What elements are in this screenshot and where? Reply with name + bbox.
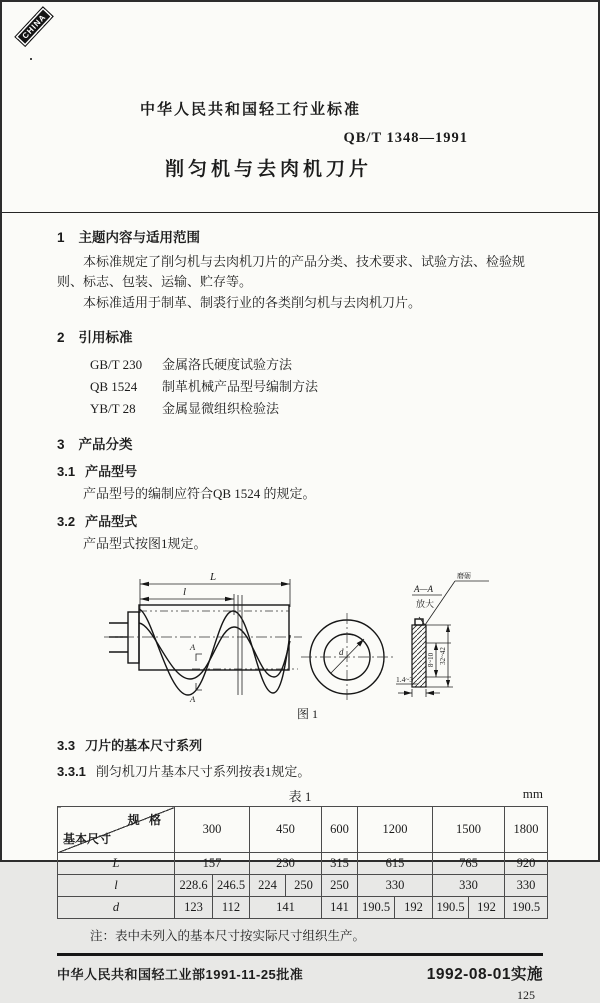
table-cell: 228.6 — [175, 875, 213, 897]
reference-code: GB/T 230 — [90, 357, 143, 372]
table-cell: 123 — [175, 897, 213, 919]
clause-3-3-number: 3.3 — [57, 738, 76, 753]
table-cell: 330 — [433, 875, 505, 897]
table-cell: 224 — [250, 875, 286, 897]
dim-label-thickness: 1.4~3 — [396, 675, 414, 684]
clause-3-3-title: 刀片的基本尺寸系列 — [85, 738, 203, 753]
table-cell: 330 — [358, 875, 433, 897]
table-cell: 192 — [395, 897, 433, 919]
table-cell: 330 — [505, 875, 548, 897]
section-1-paragraph-1: 本标准规定了削匀机与去肉机刀片的产品分类、技术要求、试验方法、检验规则、标志、包装、运输、贮存等。 — [57, 254, 526, 289]
clause-3-2-title: 产品型式 — [85, 514, 138, 529]
table-cell: 190.5 — [358, 897, 395, 919]
dim-label-edge-height: 8~10 — [427, 652, 435, 668]
figure-1-caption: 图 1 — [297, 707, 319, 721]
clause-3-1-title: 产品型号 — [85, 464, 138, 479]
section-2-heading — [57, 326, 543, 346]
table-cell: 157 — [175, 853, 250, 875]
table-cell: 250 — [322, 875, 358, 897]
dim-label-l: l — [183, 586, 187, 598]
table-1-dimensions — [57, 806, 548, 919]
blade-cross-section — [412, 625, 426, 687]
clause-3-3-heading — [57, 735, 543, 754]
clause-3-2-heading — [57, 511, 543, 530]
section-mark-A-bottom: A — [190, 694, 196, 704]
standard-class-line: 中华人民共和国轻工行业标准 — [140, 101, 362, 118]
shaft-end-cap — [128, 612, 139, 663]
dim-label-d: d — [339, 647, 344, 657]
clause-3-3-1 — [57, 761, 543, 780]
table-1-unit: mm — [522, 786, 543, 801]
spec-column-header: 1200 — [358, 807, 433, 853]
clause-3-1-body: 产品型号的编制应符合QB 1524 的规定。 — [83, 486, 316, 501]
section-1-title: 主题内容与适用范围 — [78, 230, 201, 245]
table-1-caption-row — [57, 786, 543, 804]
dim-label-L: L — [210, 571, 217, 583]
detail-view-label: A—A — [414, 584, 433, 594]
table-cell: 230 — [250, 853, 322, 875]
table-row-l — [58, 875, 548, 897]
edge-notch — [415, 619, 423, 625]
reference-item — [90, 376, 543, 398]
spec-column-header: 300 — [175, 807, 250, 853]
table-cell: 315 — [322, 853, 358, 875]
section-3-number: 3 — [57, 437, 65, 452]
table-cell: 615 — [358, 853, 433, 875]
table-cell: 141 — [250, 897, 322, 919]
spec-column-header: 450 — [250, 807, 322, 853]
table-cell: 190.5 — [505, 897, 548, 919]
clause-3-3-1-body: 削匀机刀片基本尺寸系列按表1规定。 — [95, 764, 311, 779]
table-cell: 920 — [505, 853, 548, 875]
clause-3-2-number: 3.2 — [57, 514, 76, 529]
table-corner-cell — [58, 807, 175, 853]
table-row-d — [58, 897, 548, 919]
table-cell: 112 — [213, 897, 250, 919]
section-2-number: 2 — [57, 330, 65, 345]
section-1-heading — [57, 226, 543, 246]
edge-annotation: 磨砺 — [457, 572, 471, 580]
row-label-d: d — [58, 897, 175, 919]
table-cell: 192 — [469, 897, 505, 919]
section-3-heading — [57, 433, 543, 453]
table-1-note: 注：表中未列入的基本尺寸按实际尺寸组织生产。 — [90, 929, 366, 943]
table-row-L — [58, 853, 548, 875]
corner-label-spec: 规 格 — [127, 813, 164, 827]
reference-title: 金属显微组织检验法 — [162, 401, 280, 416]
clause-3-3-1-number: 3.3.1 — [57, 764, 86, 779]
reference-title: 制革机械产品型号编制方法 — [162, 379, 319, 394]
clause-3-1-number: 3.1 — [57, 464, 76, 479]
table-cell: 141 — [322, 897, 358, 919]
table-cell: 190.5 — [433, 897, 469, 919]
footer-rule — [57, 953, 543, 956]
scan-speck — [30, 58, 32, 60]
reference-title: 金属洛氏硬度试验方法 — [162, 357, 293, 372]
row-label-L: L — [58, 853, 175, 875]
section-3-title: 产品分类 — [78, 437, 133, 452]
reference-item — [90, 354, 543, 376]
spec-column-header: 1800 — [505, 807, 548, 853]
dim-label-band-height: 32~42 — [439, 647, 447, 665]
page-number: 125 — [517, 988, 535, 1002]
spec-column-header: 600 — [322, 807, 358, 853]
detail-view-sublabel: 放大 — [416, 599, 435, 609]
table-cell: 765 — [433, 853, 505, 875]
table-cell: 250 — [286, 875, 322, 897]
reference-code: QB 1524 — [90, 379, 138, 394]
table-cell: 246.5 — [213, 875, 250, 897]
approval-line: 中华人民共和国轻工业部1991-11-25批准 — [57, 967, 304, 982]
corner-label-basic-dims: 基本尺寸 — [63, 832, 112, 846]
spec-column-header: 1500 — [433, 807, 505, 853]
section-2-title: 引用标准 — [78, 330, 133, 345]
table-1-caption: 表 1 — [288, 789, 312, 804]
footer — [57, 962, 543, 984]
document-body — [2, 226, 598, 553]
standard-code: QB/T 1348—1991 — [343, 130, 468, 146]
reference-item — [90, 398, 543, 420]
clause-3-2-body: 产品型式按图1规定。 — [83, 536, 207, 551]
clause-3-1-heading — [57, 461, 543, 480]
table-header-row — [58, 807, 548, 853]
header-rule — [2, 212, 598, 213]
reference-code: YB/T 28 — [90, 401, 136, 416]
blade-shaft-outline — [139, 605, 289, 670]
row-label-l: l — [58, 875, 175, 897]
section-1-paragraph-2: 本标准适用于制革、制裘行业的各类削匀机与去肉机刀片。 — [83, 295, 422, 310]
section-1-number: 1 — [57, 230, 65, 245]
implementation-line: 1992-08-01实施 — [426, 966, 543, 983]
figure-1-blade-drawing — [52, 555, 552, 735]
section-mark-A-top: A — [190, 642, 196, 652]
china-stamp: CHINA — [16, 7, 53, 45]
document-title: 削匀机与去肉机刀片 — [165, 159, 373, 180]
reference-list — [90, 354, 543, 420]
